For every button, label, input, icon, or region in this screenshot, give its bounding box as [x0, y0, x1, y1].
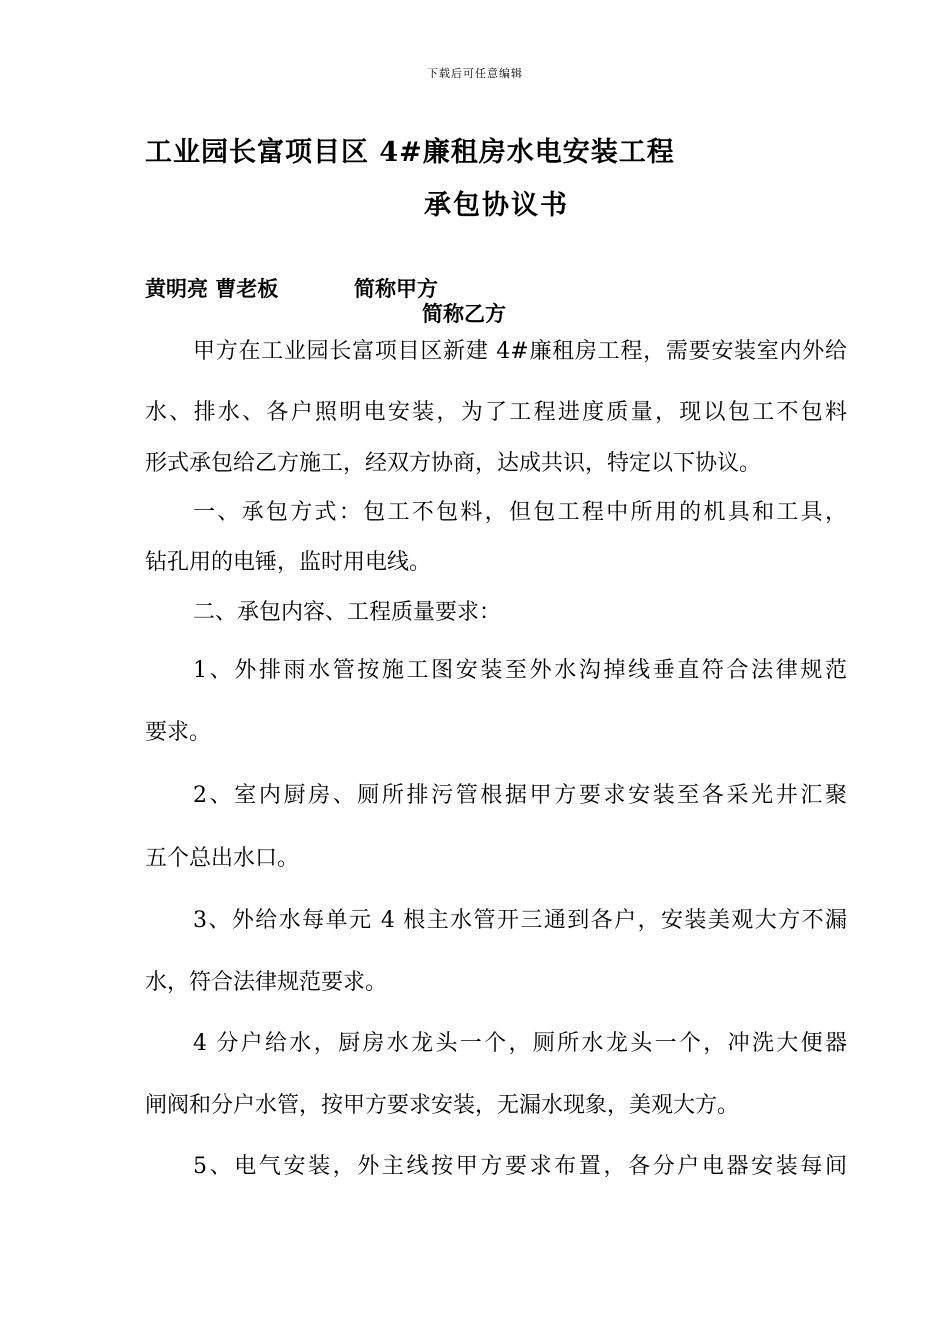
- text-line: 3、外给水每单元 4 根主水管开三通到各户，安装美观大方不漏: [193, 908, 847, 933]
- document-subtitle: 承包协议书: [424, 190, 569, 221]
- text-line: 水，符合法律规范要求。: [145, 970, 388, 995]
- text-line: 闸阀和分户水管，按甲方要求安装，无漏水现象，美观大方。: [145, 1093, 740, 1118]
- text-line: 形式承包给乙方施工，经双方协商，达成共识，特定以下协议。: [145, 451, 762, 476]
- text-line: 甲方在工业园长富项目区新建 4#廉租房工程，需要安装室内外给: [193, 339, 847, 364]
- document-title: 工业园长富项目区 4#廉租房水电安装工程: [145, 137, 675, 168]
- party-a-names: 黄明亮 曹老板: [145, 276, 279, 301]
- party-a-label: 简称甲方: [354, 276, 438, 301]
- text-line: 4 分户给水，厨房水龙头一个，厕所水龙头一个，冲洗大便器: [193, 1031, 847, 1056]
- text-line: 钻孔用的电锤，监时用电线。: [145, 550, 432, 575]
- text-line: 一、承包方式：包工不包料，但包工程中所用的机具和工具，: [193, 500, 847, 525]
- text-line: 要求。: [145, 720, 212, 745]
- text-line: 五个总出水口。: [145, 846, 300, 871]
- text-line: 5、电气安装，外主线按甲方要求布置，各分户电器安装每间: [193, 1154, 847, 1179]
- party-b-label: 简称乙方: [422, 301, 506, 326]
- page-header-note: 下载后可任意编辑: [427, 67, 523, 80]
- text-line: 水、排水、各户照明电安装，为了工程进度质量，现以包工不包料: [145, 400, 847, 425]
- text-line: 1、外排雨水管按施工图安装至外水沟掉线垂直符合法律规范: [193, 658, 847, 683]
- text-line: 2、室内厨房、厕所排污管根据甲方要求安装至各采光井汇聚: [193, 783, 847, 808]
- text-line: 二、承包内容、工程质量要求：: [193, 600, 502, 625]
